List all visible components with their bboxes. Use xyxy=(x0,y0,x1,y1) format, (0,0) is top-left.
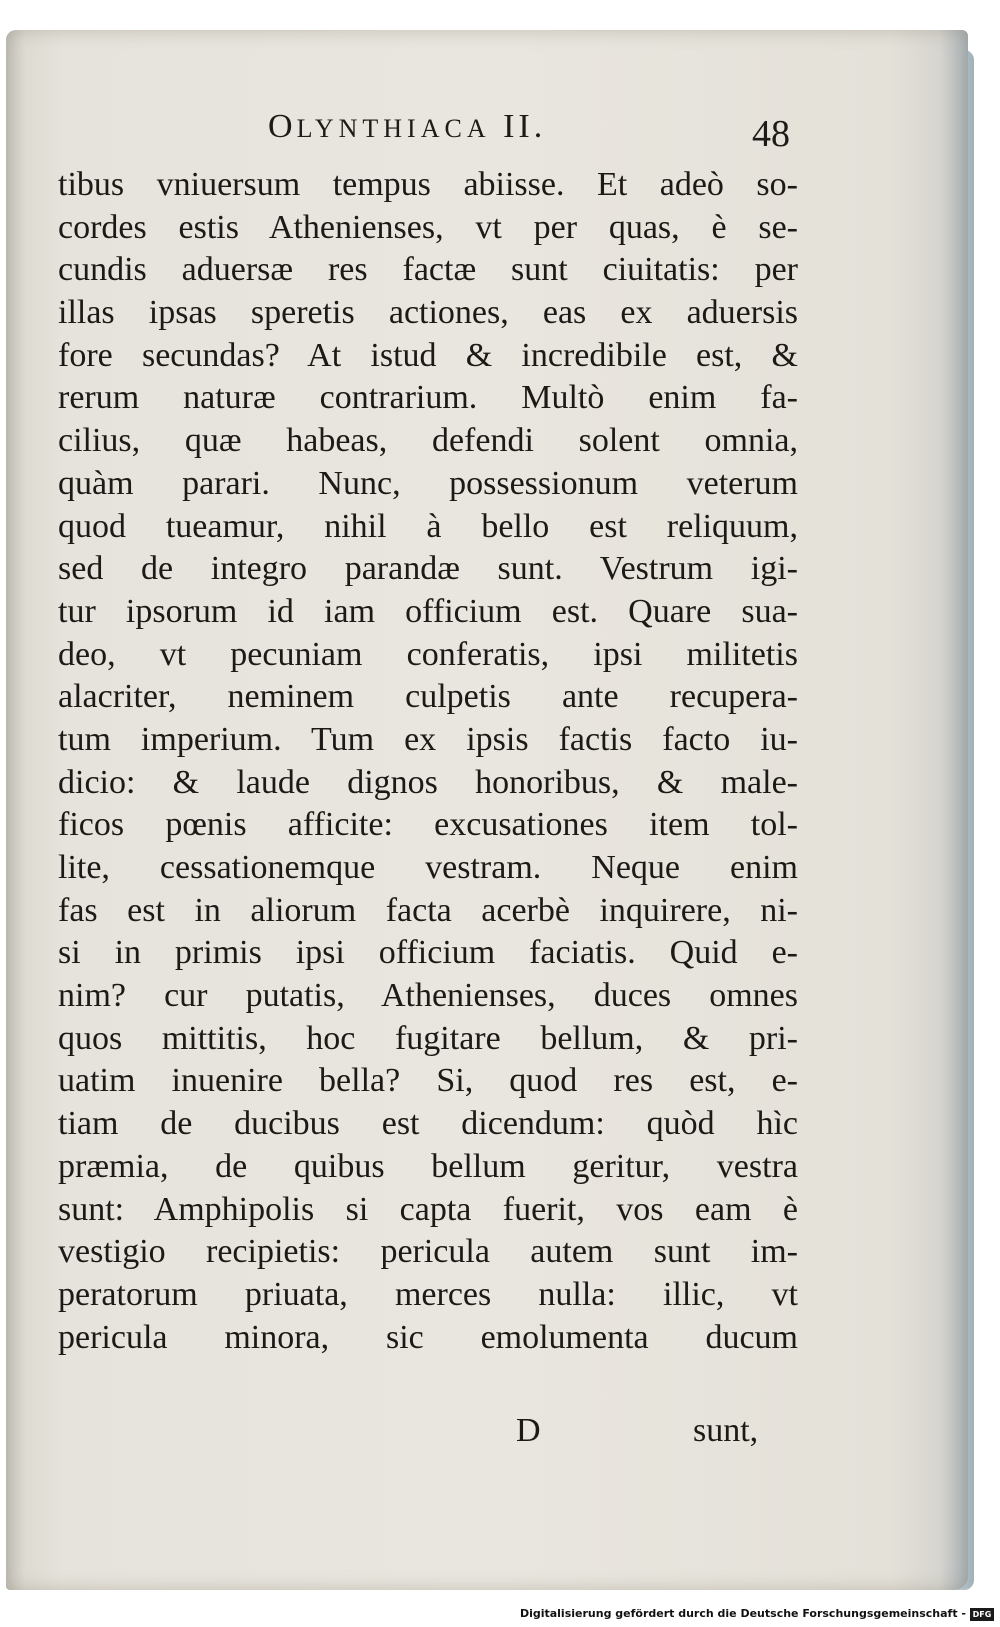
text-line: tibus vniuersum tempus abiisse. Et adeò so- xyxy=(58,166,798,203)
text-line: fas est in aliorum facta acerbè inquirere, ni- xyxy=(58,891,798,929)
text-line: deo, vt pecuniam conferatis, ipsi militetis xyxy=(58,635,798,673)
page-number: 48 xyxy=(752,113,790,155)
text-line: pericula minora, sic emolumenta ducum xyxy=(58,1318,798,1356)
text-line: tiam de ducibus est dicendum: quòd hìc xyxy=(58,1105,798,1143)
running-head-initial: O xyxy=(268,108,297,145)
text-line: nim? cur putatis, Athenienses, duces omnes xyxy=(58,977,798,1015)
text-line: fore secundas? At istud & incredibile est, & xyxy=(58,336,798,374)
text-line: vestigio recipietis: pericula autem sunt im- xyxy=(58,1233,798,1271)
text-line: uatim inuenire bella? Si, quod res est, e- xyxy=(58,1062,798,1100)
text-line: quos mittitis, hoc fugitare bellum, & pri- xyxy=(58,1019,798,1057)
text-line: cundis aduersæ res factæ sunt ciuitatis: per xyxy=(58,251,798,289)
page-header xyxy=(0,108,1000,158)
text-line: alacriter, neminem culpetis ante recupera- xyxy=(58,678,798,716)
text-line: sunt: Amphipolis si capta fuerit, vos eam è xyxy=(58,1190,798,1228)
catchword: sunt, xyxy=(693,1412,759,1449)
running-head-numeral: II. xyxy=(503,108,547,145)
footer-band xyxy=(0,1603,1000,1627)
text-line: quod tueamur, nihil à bello est reliquum, xyxy=(58,507,798,545)
text-line: ficos pœnis afficite: excusationes item tol- xyxy=(58,806,798,844)
dfg-logo-icon: DFG xyxy=(970,1608,994,1621)
running-head-rest: LYNTHIACA xyxy=(296,114,491,143)
text-line: præmia, de quibus bellum geritur, vestra xyxy=(58,1147,798,1185)
text-line: rerum naturæ contrarium. Multò enim fa- xyxy=(58,379,798,417)
text-line: si in primis ipsi officium faciatis. Quid e- xyxy=(58,934,798,972)
text-line: tur ipsorum id iam officium est. Quare sua- xyxy=(58,592,798,630)
text-line: dicio: & laude dignos honoribus, & male- xyxy=(58,763,798,801)
funding-credit: Digitalisierung gefördert durch die Deutsche Forschungsgemeinschaft - xyxy=(519,1607,966,1620)
signature-mark: D xyxy=(516,1412,541,1449)
running-head xyxy=(268,108,546,146)
text-line: quàm parari. Nunc, possessionum veterum xyxy=(58,464,798,502)
text-line: illas ipsas speretis actiones, eas ex aduersis xyxy=(58,294,798,332)
body-text xyxy=(58,164,798,1359)
text-line: cordes estis Athenienses, vt per quas, è se- xyxy=(58,208,798,246)
text-line: cilius, quæ habeas, defendi solent omnia, xyxy=(58,422,798,460)
text-line: peratorum priuata, merces nulla: illic, vt xyxy=(58,1275,798,1313)
text-line: sed de integro parandæ sunt. Vestrum igi- xyxy=(58,550,798,588)
text-line: lite, cessationemque vestram. Neque enim xyxy=(58,849,798,886)
text-line: tum imperium. Tum ex ipsis factis facto iu- xyxy=(58,720,798,758)
catchline xyxy=(0,1412,1000,1456)
